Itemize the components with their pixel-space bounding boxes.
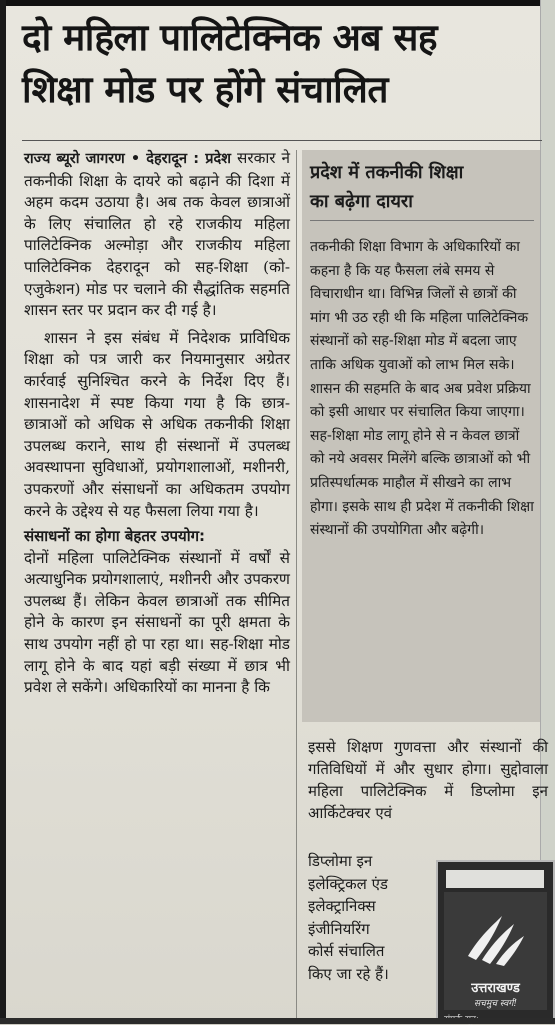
headline-line-1: दो महिला पालिटेक्निक अब सह — [22, 16, 438, 59]
article-right-paragraph: इससे शिक्षण गुणवत्ता और संस्थानों की गतिविधियों में और सुधार होगा। सुद्दोवाला महिला पालिटेक्निक में डिप्लोमा इन आर्किटेक्चर एवं — [308, 738, 548, 822]
article-paragraph-2: शासन ने इस संबंध में निदेशक प्राविधिक शिक्षा को पत्र जारी कर नियमानुसार अग्रेतर कार्रवाई सुनिश्चित करने के निर्देश दिए हैं। शासनादेश में स्पष्ट किया गया है कि छात्र-छात्राओं को अधिक से अधिक तकनीकी शिक्षा उपलब्ध कराने, साथ ही संस्थानों में उपलब्ध अवस्थापना सुविधाओं, प्रयोगशालाओं, मशीनरी, उपकरणों और संसाधनों का अधिकतम उपयोग करने के उद्देश्य से यह फैसला लिया गया है। — [24, 328, 290, 520]
birds-wave-logo-icon — [462, 906, 528, 976]
photo-edge-top — [0, 0, 555, 6]
article-right-column — [308, 736, 548, 824]
article-subhead: संसाधनों का होगा बेहतर उपयोग: — [24, 527, 206, 546]
tourism-advertisement — [436, 860, 555, 1024]
narrow-line-3: इलेक्ट्रानिक्स — [308, 897, 376, 916]
ad-panel — [444, 892, 547, 1010]
dateline: राज्य ब्यूरो जागरण • देहरादून : प्रदेश — [24, 151, 232, 167]
article-paragraph-1: सरकार ने तकनीकी शिक्षा के दायरे को बढ़ाने की दिशा में अहम कदम उठाया है। अब तक केवल छात्राओं के लिए संचालित हो रहे राजकीय महिला पालिटेक्निक अल्मोड़ा और राजकीय महिला पालिटेक्निक देहरादून को सह-शिक्षा (को-एजुकेशन) मोड पर चलाने की सैद्धांतिक सहमति शासन स्तर पर प्रदान कर दी गई है। — [24, 149, 290, 320]
photo-edge-left — [0, 0, 6, 1024]
sidebar-title — [310, 158, 534, 216]
ad-tagline: सचमुच स्वर्ग! — [474, 999, 517, 1009]
article-right-narrow — [308, 850, 428, 986]
photo-edge-bottom — [0, 1018, 555, 1024]
narrow-line-6: किए जा रहे हैं। — [308, 964, 389, 983]
headline-rule — [22, 140, 542, 141]
sidebar-title-line-1: प्रदेश में तकनीकी शिक्षा — [310, 162, 464, 183]
column-divider — [296, 150, 297, 1018]
narrow-line-1: डिप्लोमा इन — [308, 852, 373, 870]
article-paragraph-3: दोनों महिला पालिटेक्निक संस्थानों में वर्षों से अत्याधुनिक प्रयोगशालाएं, मशीनरी और उपकरण उपलब्ध हैं। लेकिन केवल छात्राओं तक सीमित होने के कारण इन संसाधनों का पूरी क्षमता के साथ उपयोग नहीं हो पा रहा था। सह-शिक्षा मोड लागू होने के बाद यहां बड़ी संख्या में छात्र भी प्रवेश ले सकेंगे। अधिकारियों का मानना है कि — [24, 548, 290, 697]
ad-brand: उत्तराखण्ड — [471, 981, 520, 996]
article-left-column — [24, 148, 290, 699]
ad-top-band — [446, 870, 544, 888]
narrow-line-2: इलेक्ट्रिकल एंड — [308, 874, 388, 893]
headline-line-2: शिक्षा मोड पर होंगे संचालित — [22, 68, 388, 111]
narrow-line-5: कोर्स संचालित — [308, 942, 385, 961]
headline — [22, 12, 532, 116]
sidebar-title-line-2: का बढ़ेगा दायरा — [310, 191, 413, 212]
narrow-line-4: इंजीनियरिंग — [308, 919, 370, 938]
sidebar-body: तकनीकी शिक्षा विभाग के अधिकारियों का कहना है कि यह फैसला लंबे समय से विचाराधीन था। विभिन्न जिलों से छात्रों की मांग भी उठ रही थी कि महिला पालिटेक्निक संस्थानों को सह-शिक्षा मोड में बदला जाए ताकि अधिक युवाओं को लाभ मिल सके। शासन की सहमति के बाद अब प्रवेश प्रक्रिया को इसी आधार पर संचालित किया जाएगा। सह-शिक्षा मोड लागू होने से न केवल छात्रों को नये अवसर मिलेंगे बल्कि छात्राओं को भी प्रतिस्पर्धात्मक माहौल में सीखने का लाभ होगा। इसके साथ ही प्रदेश में तकनीकी शिक्षा संस्थानों की उपयोगिता और बढ़ेगी। — [310, 239, 534, 539]
sidebar-rule — [310, 220, 534, 221]
sidebar-box — [302, 150, 540, 722]
